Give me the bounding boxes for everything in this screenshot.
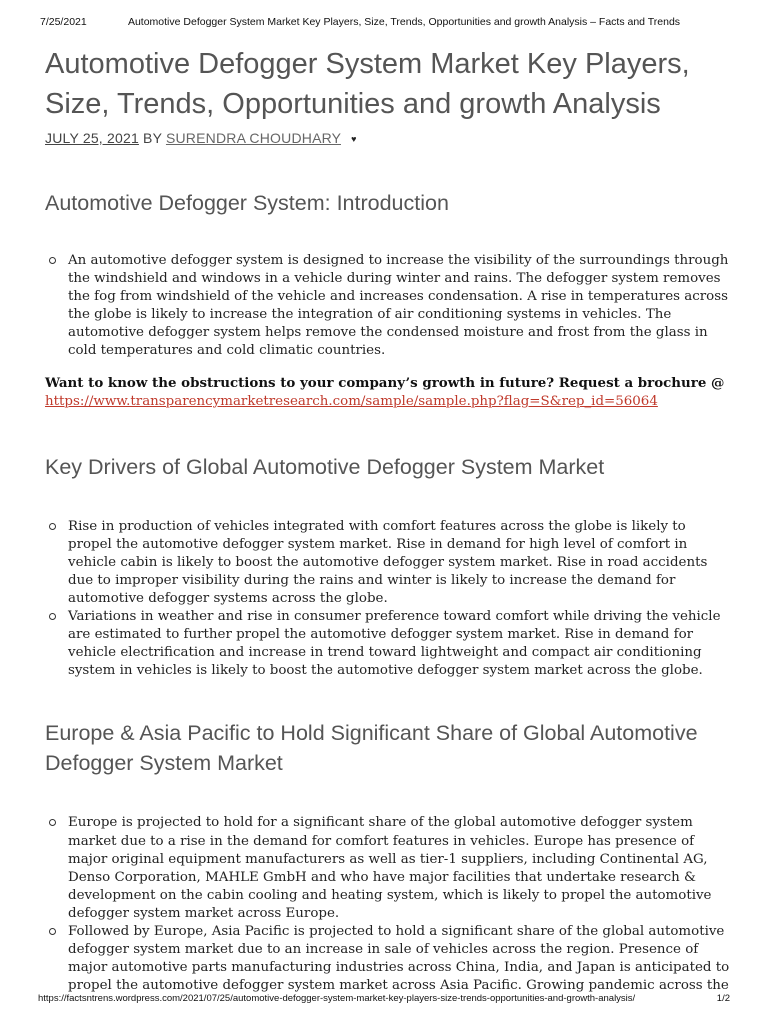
post-content bbox=[45, 44, 730, 995]
list-item bbox=[45, 252, 730, 361]
post-date-link[interactable]: JULY 25, 2021 bbox=[45, 130, 139, 146]
print-page-title: Automotive Defogger System Market Key Players, Size, Trends, Opportunities and growth Analysis – Facts and Trends bbox=[127, 16, 681, 28]
print-footer bbox=[38, 993, 730, 1007]
print-header bbox=[40, 16, 728, 30]
bullet-circle-icon bbox=[49, 523, 56, 530]
bullet-circle-icon bbox=[49, 819, 56, 826]
post-meta bbox=[45, 130, 730, 146]
brochure-request bbox=[45, 374, 730, 412]
list-item bbox=[45, 518, 730, 608]
list-item bbox=[45, 608, 730, 680]
list-item-text: Variations in weather and rise in consumer preference toward comfort while driving the vehicle are estimated to further propel the automotive defogger system market. Rise in demand for vehicle electrification and increase in trend toward lightweight and compact air conditioning system in vehicles is likely to boost the automotive defogger system market across the globe. bbox=[68, 609, 721, 679]
print-page-number: 1/2 bbox=[716, 993, 730, 1004]
by-label: BY bbox=[143, 130, 162, 146]
bullet-circle-icon bbox=[49, 613, 56, 620]
section-heading-introduction: Automotive Defogger System: Introduction bbox=[45, 191, 449, 215]
intro-bullet-list bbox=[45, 252, 730, 361]
heart-icon: ♥ bbox=[351, 134, 357, 144]
bullet-circle-icon bbox=[49, 257, 56, 264]
drivers-bullet-list bbox=[45, 518, 730, 681]
section-heading-regions: Europe & Asia Pacific to Hold Significant Share of Global Automotive Defogger System Market bbox=[45, 721, 698, 776]
list-item bbox=[45, 814, 730, 923]
brochure-request-link[interactable]: https://www.transparencymarketresearch.com/sample/sample.php?flag=S&rep_id=56064 bbox=[45, 394, 658, 410]
brochure-request-text: Want to know the obstructions to your company’s growth in future? Request a brochure @ bbox=[45, 374, 725, 391]
list-item bbox=[45, 923, 730, 995]
author-link[interactable]: SURENDRA CHOUDHARY bbox=[165, 130, 341, 146]
post-title: Automotive Defogger System Market Key Players, Size, Trends, Opportunities and growth Analysis bbox=[45, 48, 690, 120]
regions-bullet-list bbox=[45, 814, 730, 995]
list-item-text: An automotive defogger system is designed to increase the visibility of the surroundings through the windshield and windows in a vehicle during winter and rains. The defogger system removes the fog from windshield of the vehicle and increases condensation. A rise in temperatures across the globe is likely to increase the integration of air conditioning systems in vehicles. The automotive defogger system helps remove the condensed moisture and frost from the glass in cold temperatures and cold climatic countries. bbox=[68, 253, 729, 359]
section-heading-key-drivers: Key Drivers of Global Automotive Defogger System Market bbox=[45, 454, 605, 479]
list-item-text: Followed by Europe, Asia Pacific is projected to hold a significant share of the global automotive defogger system market due to an increase in sale of vehicles across the region. Presence of major automotive parts manufacturing industries across China, India, and Japan is anticipated to propel the automotive defogger system market across Asia Pacific. Growing pandemic across the bbox=[68, 923, 730, 994]
bullet-circle-icon bbox=[49, 928, 56, 935]
print-page-url: https://factsntrens.wordpress.com/2021/07/25/automotive-defogger-system-market-key-players-size-trends-opportunities-and-growth-analysis/ bbox=[38, 993, 636, 1004]
print-date: 7/25/2021 bbox=[40, 16, 87, 28]
list-item-text: Europe is projected to hold for a significant share of the global automotive defogger system market due to a rise in the demand for comfort features in vehicles. Europe has presence of major original equipment manufacturers as well as tier-1 suppliers, including Continental AG, Denso Corporation, MAHLE GmbH and who have major facilities that undertake research & development on the cabin cooling and heating system, which is likely to propel the automotive defogger system market across Europe. bbox=[68, 815, 712, 921]
list-item-text: Rise in production of vehicles integrated with comfort features across the globe is likely to propel the automotive defogger system market. Rise in demand for high level of comfort in vehicle cabin is likely to boost the automotive defogger system market. Rise in road accidents due to improper visibility during the rains and winter is likely to increase the demand for automotive defogger systems across the globe. bbox=[68, 518, 708, 606]
